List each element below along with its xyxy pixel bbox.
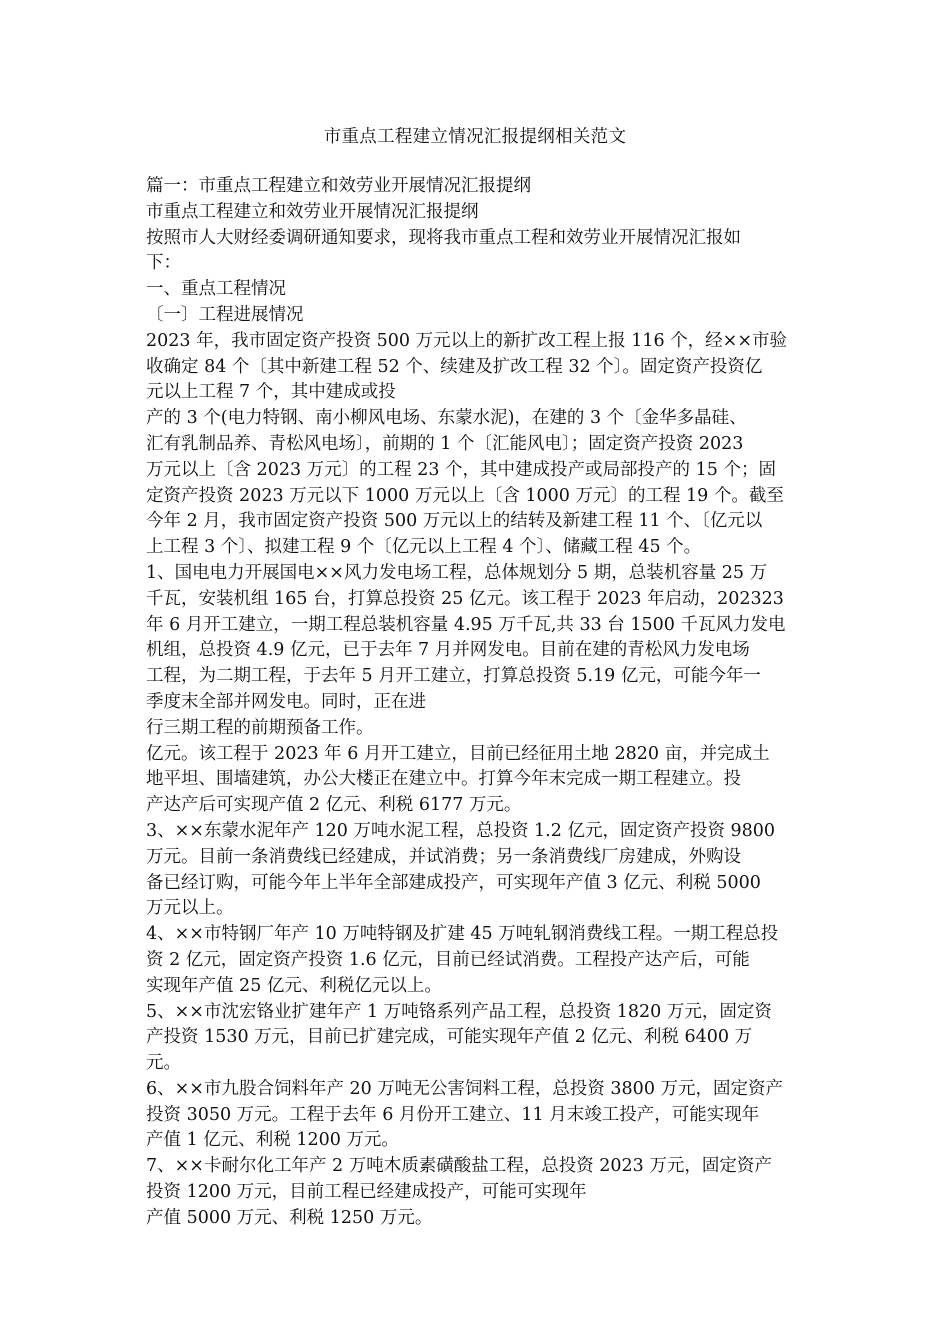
body-line: 5、××市沈宏铬业扩建年产 1 万吨铬系列产品工程，总投资 1820 万元，固定资	[146, 1001, 772, 1022]
body-line: 汇有乳制品养、青松风电场〕，前期的 1 个〔汇能风电〕；固定资产投资 2023	[146, 433, 744, 454]
body-line: 投资 1200 万元，目前工程已经建成投产，可能可实现年	[146, 1182, 587, 1203]
body-line: 产达产后可实现产值 2 亿元、利税 6177 万元。	[146, 795, 522, 816]
body-line: 今年 2 月，我市固定资产投资 500 万元以上的结转及新建工程 11 个、〔亿元以	[146, 511, 763, 532]
body-line: 2023 年，我市固定资产投资 500 万元以上的新扩改工程上报 116 个，经××市验	[146, 330, 787, 351]
body-line: 千瓦，安装机组 165 台，打算总投资 25 亿元。该工程于 2023 年启动，202323	[146, 588, 784, 609]
body-line: 产值 5000 万元、利税 1250 万元。	[146, 1207, 433, 1228]
body-line: 行三期工程的前期预备工作。	[146, 717, 374, 738]
body-line: 6、××市九股合饲料年产 20 万吨无公害饲料工程，总投资 3800 万元，固定资产	[146, 1078, 784, 1099]
body-line: 元以上工程 7 个，其中建成或投	[146, 382, 396, 403]
body-line: 季度末全部并网发电。同时，正在进	[146, 691, 426, 712]
body-line: 按照市人大财经委调研通知要求，现将我市重点工程和效劳业开展情况汇报如	[146, 227, 741, 248]
body-line: 投资 3050 万元。工程于去年 6 月份开工建立、11 月末竣工投产，可能实现年	[146, 1104, 760, 1125]
body-line: 1、国电电力开展国电××风力发电场工程，总体规划分 5 期，总装机容量 25 万	[146, 562, 768, 583]
document-body	[146, 174, 811, 1232]
body-line: 篇一：市重点工程建立和效劳业开展情况汇报提纲	[146, 176, 531, 196]
body-line: 收确定 84 个〔其中新建工程 52 个、续建及扩改工程 32 个〕。固定资产投资亿	[146, 356, 763, 377]
body-line: 7、××卡耐尔化工年产 2 万吨木质素磺酸盐工程，总投资 2023 万元，固定资产	[146, 1156, 772, 1177]
body-line: 元。	[146, 1053, 181, 1074]
body-line: 3、××东蒙水泥年产 120 万吨水泥工程，总投资 1.2 亿元，固定资产投资 9800	[146, 820, 776, 841]
body-line: 资 2 亿元，固定资产投资 1.6 亿元，目前已经试消费。工程投产达产后，可能	[146, 949, 750, 970]
body-line: 工程，为二期工程，于去年 5 月开工建立，打算总投资 5.19 亿元，可能今年一	[146, 666, 761, 687]
body-line: 万元以上〔含 2023 万元〕的工程 23 个，其中建成投产或局部投产的 15 个；固	[146, 459, 776, 480]
body-line: 上工程 3 个〕、拟建工程 9 个〔亿元以上工程 4 个〕、储藏工程 45 个。	[146, 537, 702, 558]
body-line: 机组，总投资 4.9 亿元，已于去年 7 月并网发电。目前在建的青松风力发电场	[146, 640, 750, 661]
body-line: 定资产投资 2023 万元以下 1000 万元以上〔含 1000 万元〕的工程 19 个。截至	[146, 485, 784, 506]
body-line: 备已经订购，可能今年上半年全部建成投产，可实现年产值 3 亿元、利税 5000	[146, 872, 761, 893]
body-line: 4、××市特钢厂年产 10 万吨特钢及扩建 45 万吨轧钢消费线工程。一期工程总投	[146, 924, 779, 945]
document-title: 市重点工程建立情况汇报提纲相关范文	[323, 127, 627, 147]
body-line: 年 6 月开工建立，一期工程总装机容量 4.95 万千瓦,共 33 台 1500 千瓦风力发电	[146, 614, 786, 635]
body-line: 产值 1 亿元、利税 1200 万元。	[146, 1130, 399, 1151]
body-line: 亿元。该工程于 2023 年 6 月开工建立，目前已经征用土地 2820 亩，并完成土	[146, 743, 770, 764]
body-line: 万元。目前一条消费线已经建成，并试消费；另一条消费线厂房建成，外购设	[146, 846, 741, 867]
body-line: 实现年产值 25 亿元、利税亿元以上。	[146, 975, 442, 996]
body-line: 下：	[146, 253, 181, 274]
body-line: 地平坦、围墙建筑，办公大楼正在建立中。打算今年末完成一期工程建立。投	[146, 769, 741, 790]
body-line: 一、重点工程情况	[146, 279, 286, 300]
body-line: 产投资 1530 万元，目前已扩建完成，可能实现年产值 2 亿元、利税 6400 万	[146, 1027, 753, 1048]
body-line: 产的 3 个(电力特钢、南小柳风电场、东蒙水泥)，在建的 3 个〔金华多晶硅、	[146, 408, 747, 429]
body-line: 市重点工程建立和效劳业开展情况汇报提纲	[146, 201, 479, 222]
body-line: 万元以上。	[146, 898, 234, 919]
body-line: 〔一〕工程进展情况	[146, 304, 304, 325]
